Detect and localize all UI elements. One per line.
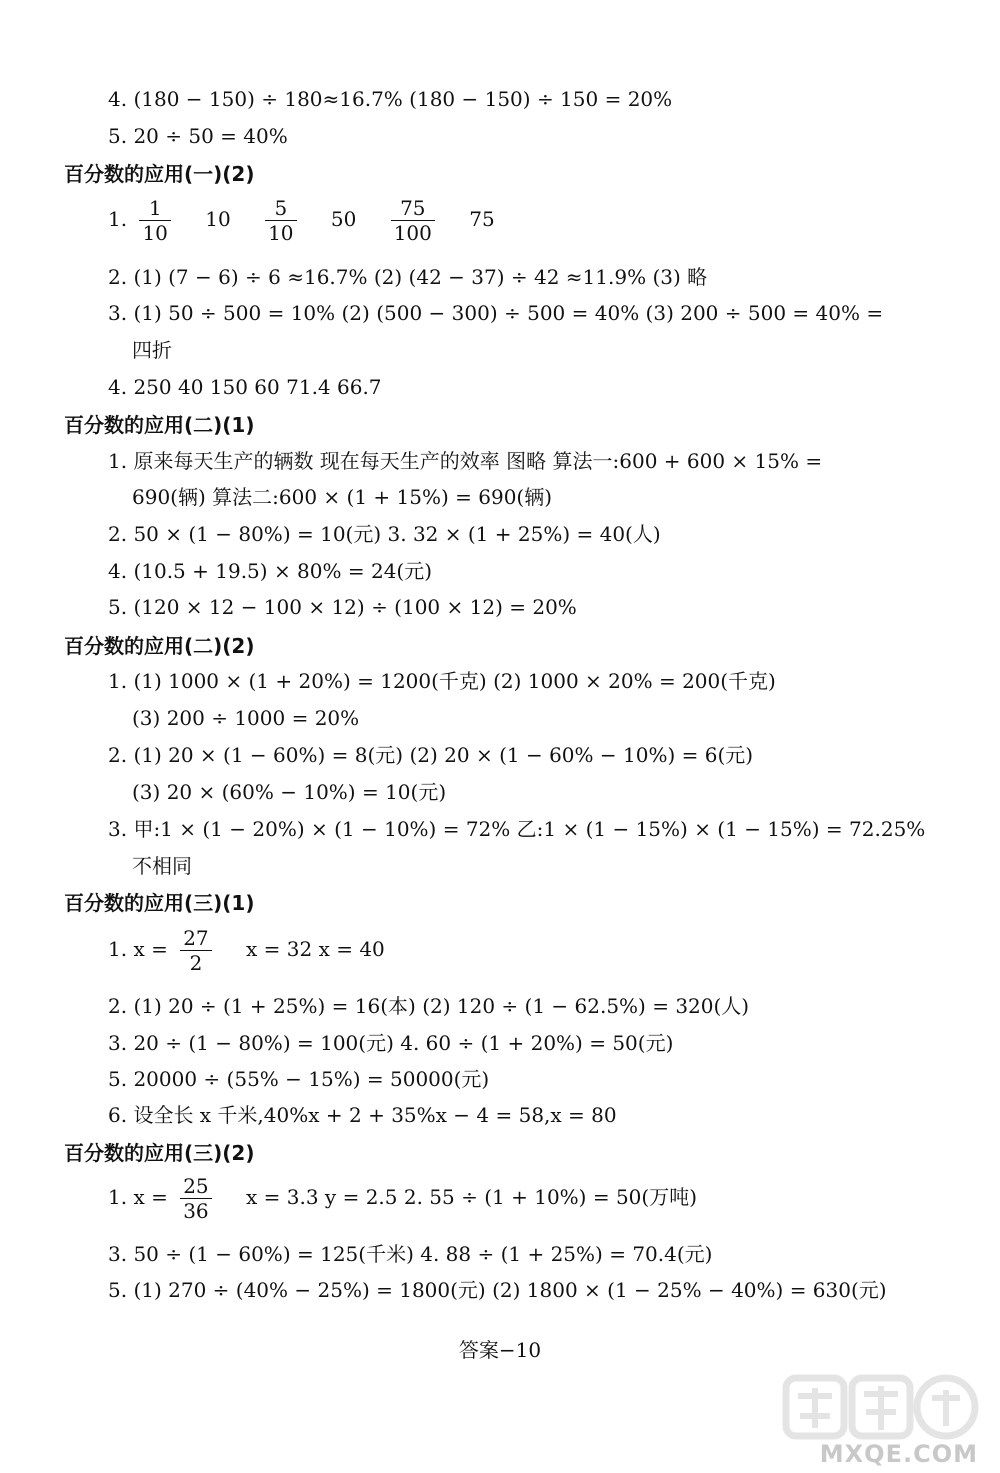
answer-line-fractions xyxy=(108,1174,697,1223)
answer-line: 4. 250 40 150 60 71.4 66.7 xyxy=(108,375,382,399)
section-heading: 百分数的应用(二)(2) xyxy=(64,634,255,658)
answer-line-continued: 690(辆) 算法二:600 × (1 + 15%) = 690(辆) xyxy=(132,485,553,509)
item-number: 1. x = xyxy=(108,937,168,961)
answer-line-fractions xyxy=(108,196,495,245)
section-heading: 百分数的应用(三)(2) xyxy=(64,1141,255,1165)
answer-line-fractions xyxy=(108,926,385,975)
fraction: $\frac{25}{36}$ xyxy=(180,1174,211,1223)
answer-line-continued: (3) 200 ÷ 1000 = 20% xyxy=(132,706,360,730)
answer-line: 6. 设全长 x 千米,40%x + 2 + 35%x − 4 = 58,x = 80 xyxy=(108,1103,617,1127)
section-heading: 百分数的应用(二)(1) xyxy=(64,413,255,437)
answer-line-continued: 四折 xyxy=(132,338,172,362)
watermark-text: MXQE.COM xyxy=(819,1440,978,1468)
answer-line: 3. 甲:1 × (1 − 20%) × (1 − 10%) = 72% 乙:1 × (1 − 15%) × (1 − 15%) = 72.25% xyxy=(108,817,926,841)
answer-line: 3. 50 ÷ (1 − 60%) = 125(千米) 4. 88 ÷ (1 + 25%) = 70.4(元) xyxy=(108,1242,713,1266)
answer-line: 4. (180 − 150) ÷ 180≈16.7% (180 − 150) ÷ 150 = 20% xyxy=(108,87,673,111)
page-footer: 答案−10 xyxy=(458,1338,542,1362)
fraction: $\frac{1}{10}$ xyxy=(139,196,170,245)
value: 50 xyxy=(330,207,357,231)
fraction: $\frac{75}{100}$ xyxy=(391,196,435,245)
fraction: $\frac{5}{10}$ xyxy=(265,196,296,245)
answer-line: 5. 20000 ÷ (55% − 15%) = 50000(元) xyxy=(108,1067,490,1091)
item-number: 1. x = xyxy=(108,1185,168,1209)
value: x = 3.3 y = 2.5 2. 55 ÷ (1 + 10%) = 50(万吨) xyxy=(246,1185,698,1209)
answer-line: 4. (10.5 + 19.5) × 80% = 24(元) xyxy=(108,559,433,583)
fraction: $\frac{27}{2}$ xyxy=(180,926,211,975)
answer-line-continued: (3) 20 × (60% − 10%) = 10(元) xyxy=(132,780,447,804)
answer-line: 3. (1) 50 ÷ 500 = 10% (2) (500 − 300) ÷ 500 = 40% (3) 200 ÷ 500 = 40% = xyxy=(108,301,884,325)
answer-line: 2. (1) 20 ÷ (1 + 25%) = 16(本) (2) 120 ÷ (1 − 62.5%) = 320(人) xyxy=(108,994,750,1018)
answer-line: 1. 原来每天生产的辆数 现在每天生产的效率 图略 算法一:600 + 600 × 15% = xyxy=(108,449,823,473)
answer-line: 5. 20 ÷ 50 = 40% xyxy=(108,124,288,148)
value: x = 32 x = 40 xyxy=(246,937,385,961)
answer-line: 1. (1) 1000 × (1 + 20%) = 1200(千克) (2) 1000 × 20% = 200(千克) xyxy=(108,669,776,693)
value: 75 xyxy=(469,207,495,231)
answer-line: 2. (1) (7 − 6) ÷ 6 ≈16.7% (2) (42 − 37) ÷ 42 ≈11.9% (3) 略 xyxy=(108,265,708,289)
item-number: 1. xyxy=(108,207,128,231)
answer-line: 2. 50 × (1 − 80%) = 10(元) 3. 32 × (1 + 25%) = 40(人) xyxy=(108,522,661,546)
section-heading: 百分数的应用(一)(2) xyxy=(64,162,255,186)
answer-line: 5. (120 × 12 − 100 × 12) ÷ (100 × 12) = 20% xyxy=(108,595,577,619)
answer-line: 2. (1) 20 × (1 − 60%) = 8(元) (2) 20 × (1 − 60% − 10%) = 6(元) xyxy=(108,743,754,767)
answer-line: 5. (1) 270 ÷ (40% − 25%) = 1800(元) (2) 1800 × (1 − 25% − 40%) = 630(元) xyxy=(108,1278,887,1302)
answer-line-continued: 不相同 xyxy=(132,854,192,878)
value: 10 xyxy=(205,207,231,231)
section-heading: 百分数的应用(三)(1) xyxy=(64,891,255,915)
answer-line: 3. 20 ÷ (1 − 80%) = 100(元) 4. 60 ÷ (1 + 20%) = 50(元) xyxy=(108,1031,674,1055)
